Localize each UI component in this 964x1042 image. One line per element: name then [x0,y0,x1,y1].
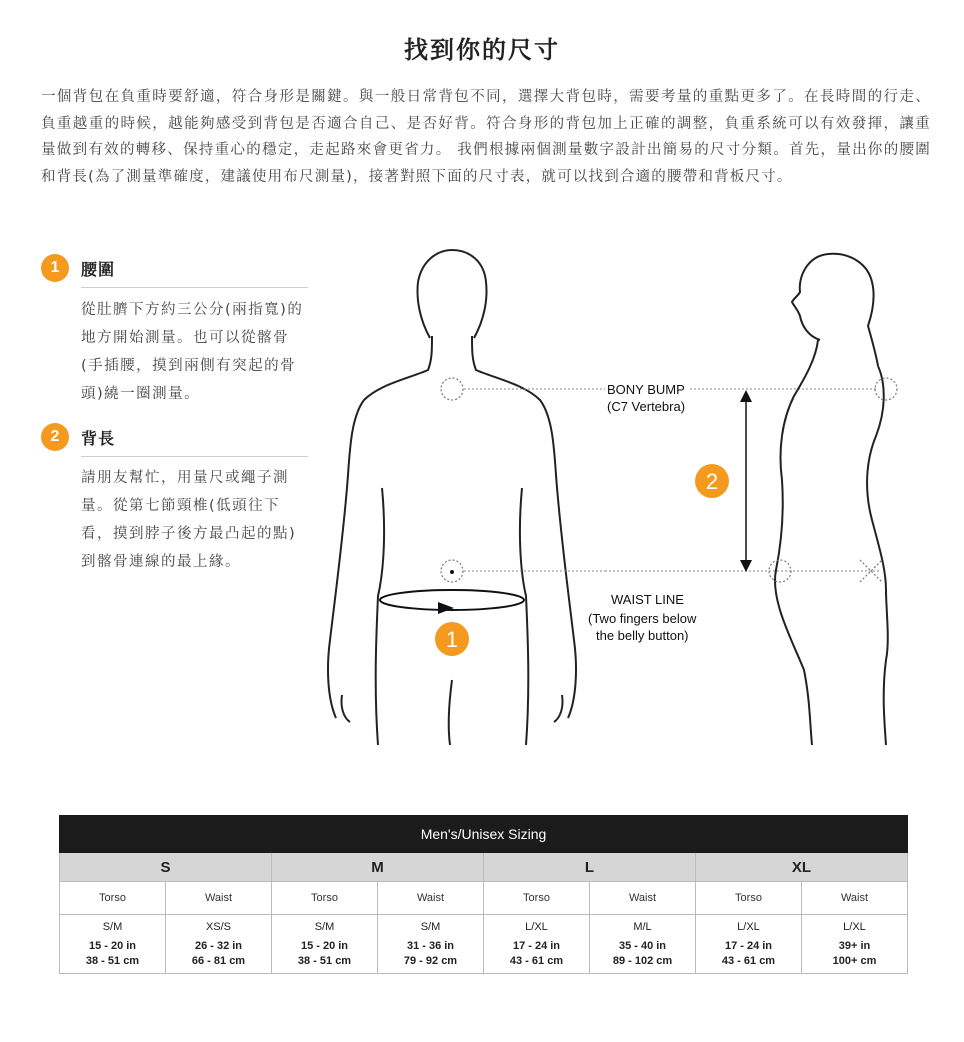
arrow-up-icon [740,390,752,402]
marker-1-text: 1 [445,627,459,652]
arrow-down-icon [740,560,752,572]
range-cm: 43 - 61 cm [721,954,776,967]
range-cm: 38 - 51 cm [297,954,352,967]
range-cm: 38 - 51 cm [85,954,140,967]
table-cell [166,915,272,974]
section-title: 背長 [81,428,116,448]
section-torso-header [41,423,115,451]
fit-label: L/XL [843,920,866,933]
marker-2-text: 2 [705,469,719,494]
fit-label: XS/S [205,920,232,933]
range-inch: 17 - 24 in [724,939,773,952]
col-waist: Waist [378,882,484,915]
fit-label: S/M [420,920,441,933]
section-waist-header [41,254,115,282]
section-body: 請朋友幫忙，用量尺或繩子測量。從第七節頸椎(低頭往下看，摸到脖子後方最凸起的點)到髂骨連線的最上緣。 [81,470,297,570]
divider [81,456,308,457]
range-cm: 66 - 81 cm [191,954,246,967]
section-number-badge: 2 [41,423,69,451]
table-cell [378,915,484,974]
range-inch: 15 - 20 in [88,939,137,952]
waist-line-sub1: (Two fingers below [588,611,697,626]
fit-label: L/XL [737,920,760,933]
range-inch: 39+ in [838,939,871,952]
section-body: 從肚臍下方約三公分(兩指寬)的地方開始測量。也可以從髂骨(手插腰，摸到兩側有突起的骨頭)繞一圈測量。 [81,302,304,402]
range-cm: 43 - 61 cm [509,954,564,967]
bony-bump-sub: (C7 Vertebra) [607,399,686,414]
col-waist: Waist [590,882,696,915]
waist-line-label: WAIST LINE [611,592,684,607]
col-torso: Torso [60,882,166,915]
side-front-marker-icon [769,560,791,582]
table-title: Men's/Unisex Sizing [60,816,908,853]
fit-label: M/L [633,920,652,933]
table-cell [590,915,696,974]
page-title: 找到你的尺寸 [404,36,560,64]
range-inch: 26 - 32 in [194,939,243,952]
section-title: 腰圍 [81,259,116,279]
sizing-table [59,815,908,974]
side-c7-marker-icon [875,378,897,400]
table-cell [484,915,590,974]
bony-bump-label: BONY BUMP [607,382,685,397]
size-xl: XL [696,853,908,882]
front-body-outline [328,250,576,745]
size-m: M [272,853,484,882]
range-cm: 89 - 102 cm [612,954,673,967]
c7-marker-icon [441,378,463,400]
fit-label: L/XL [525,920,548,933]
side-body-outline [775,254,888,745]
intro-paragraph: 一個背包在負重時要舒適，符合身形是關鍵。與一般日常背包不同，選擇大背包時，需要考量的重點更多了。在長時間的行走、負重越重的時候，越能夠感受到背包是否適合自己、是否好背。符合身形的背包加上正確的調整，負重系統可以有效發揮，讓重量做到有效的轉移、保持重心的穩定，走起路來會更省力。 我們根據兩個測量數字設計出簡易的尺寸分類。首先，量出你的腰圍和背長(為了測量準確度，建議使用布尺測量)，接著對照下面的尺寸表，就可以找到合適的腰帶和背板尺寸。 [41,89,931,185]
col-torso: Torso [484,882,590,915]
fit-label: S/M [314,920,335,933]
divider [81,287,308,288]
table-cell [802,915,908,974]
col-waist: Waist [802,882,908,915]
range-cm: 100+ cm [832,954,877,967]
col-torso: Torso [272,882,378,915]
range-inch: 35 - 40 in [618,939,667,952]
waist-ring [380,590,524,610]
range-cm: 79 - 92 cm [403,954,458,967]
col-torso: Torso [696,882,802,915]
measurement-figure [320,240,910,750]
table-cell [696,915,802,974]
table-cell [60,915,166,974]
fit-label: S/M [102,920,123,933]
table-cell [272,915,378,974]
range-inch: 31 - 36 in [406,939,455,952]
range-inch: 15 - 20 in [300,939,349,952]
range-inch: 17 - 24 in [512,939,561,952]
size-l: L [484,853,696,882]
waist-arrow-icon [438,602,454,614]
section-number-badge: 1 [41,254,69,282]
waist-line-sub2: the belly button) [596,628,689,643]
size-s: S [60,853,272,882]
table-row [60,915,908,974]
col-waist: Waist [166,882,272,915]
